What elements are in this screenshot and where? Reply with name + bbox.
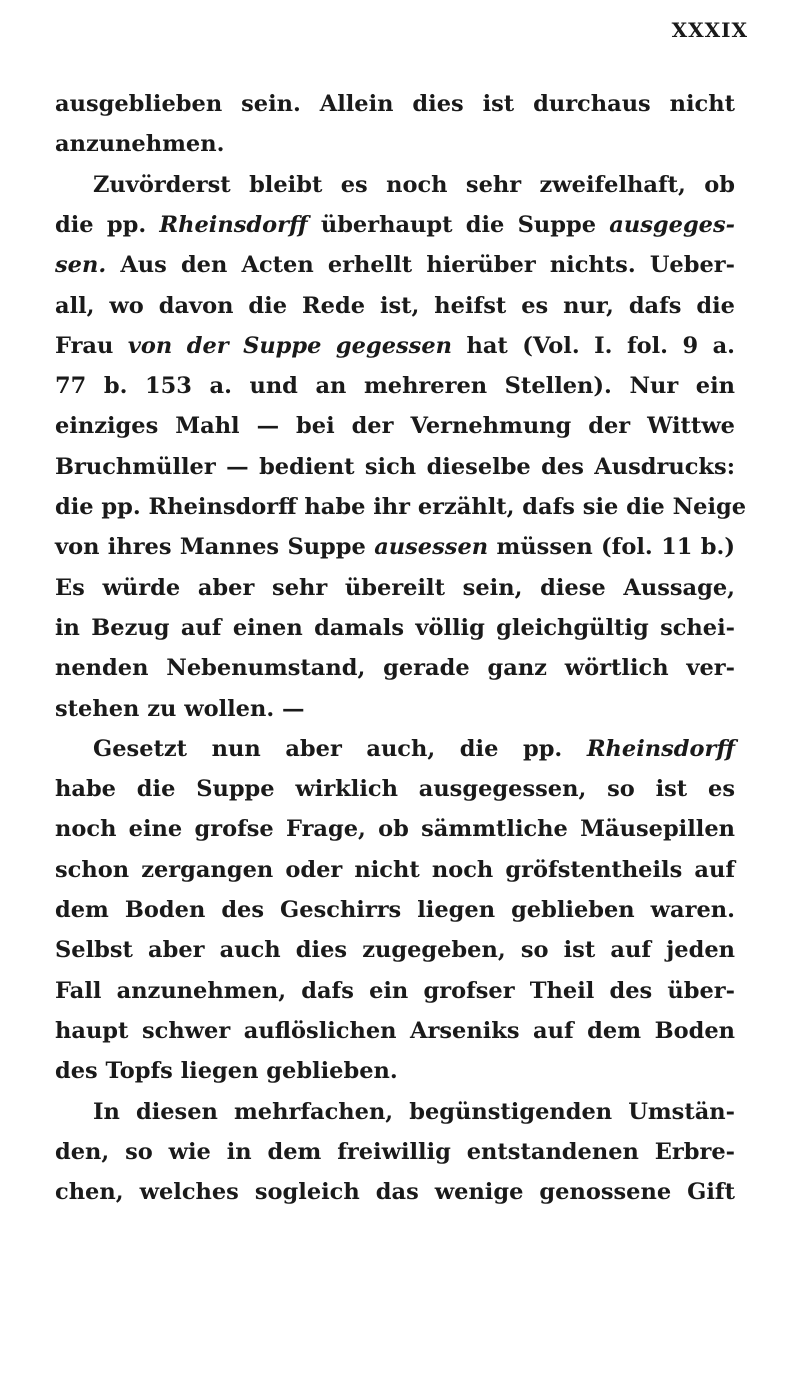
text-line xyxy=(55,326,735,366)
text-line xyxy=(55,366,735,406)
text-segment: schon zergangen oder nicht noch gröfstentheils auf xyxy=(55,856,735,883)
text-line xyxy=(55,84,735,124)
text-segment: von ihres Mannes Suppe xyxy=(55,534,375,561)
text-line xyxy=(55,286,735,326)
text-segment: Fall anzunehmen, dafs ein grofser Theil des über- xyxy=(55,977,735,1004)
text-line xyxy=(55,245,735,285)
text-line xyxy=(55,608,735,648)
text-line xyxy=(55,689,735,729)
text-segment: Es würde aber sehr übereilt sein, diese Aussage, xyxy=(55,574,735,601)
italic-text: von der Suppe gegessen xyxy=(127,332,453,359)
text-line xyxy=(55,890,735,930)
text-segment: einziges Mahl — bei der Vernehmung der Wittwe xyxy=(55,413,735,440)
text-segment: Bruchmüller — bedient sich dieselbe des Ausdrucks: xyxy=(55,453,735,480)
text-segment: noch eine grofse Frage, ob sämmtliche Mäusepillen xyxy=(55,816,735,843)
text-line xyxy=(55,809,735,849)
text-line xyxy=(55,487,747,527)
text-line xyxy=(55,1011,735,1051)
italic-text: ausgeges- xyxy=(609,211,736,238)
text-line xyxy=(55,930,735,970)
text-segment: nenden Nebenumstand, gerade ganz wörtlich ver- xyxy=(55,655,735,682)
text-line xyxy=(55,1172,735,1212)
text-line xyxy=(55,1051,735,1091)
text-segment: ausgeblieben sein. Allein dies ist durchaus nicht xyxy=(55,91,735,117)
text-line xyxy=(55,568,735,608)
text-segment: überhaupt die Suppe xyxy=(307,211,610,238)
text-segment: stehen zu wollen. — xyxy=(55,695,305,722)
italic-text: ausessen xyxy=(374,534,489,561)
text-line xyxy=(55,527,735,567)
text-segment: In diesen mehrfachen, begünstigenden Umstän- xyxy=(93,1098,735,1125)
text-segment: die pp. xyxy=(55,211,160,238)
text-segment: hat (Vol. I. fol. 9 a. xyxy=(452,332,735,359)
text-line xyxy=(55,648,735,688)
text-segment: in Bezug auf einen damals völlig gleichgültig schei- xyxy=(55,614,735,641)
text-segment: Gesetzt nun aber auch, die pp. xyxy=(93,735,587,762)
text-line xyxy=(55,769,735,809)
text-segment: chen, welches sogleich das wenige genossene Gift xyxy=(55,1179,735,1206)
text-segment: Aus den Acten erhellt hierüber nichts. Ueber- xyxy=(106,252,735,279)
text-line xyxy=(55,1132,735,1172)
text-segment: Selbst aber auch dies zugegeben, so ist auf jeden xyxy=(55,937,735,964)
text-line xyxy=(93,165,735,205)
italic-text: sen. xyxy=(55,252,107,279)
text-segment: all, wo davon die Rede ist, heifst es nur, dafs die xyxy=(55,292,735,319)
text-line xyxy=(55,850,735,890)
text-line xyxy=(93,1092,735,1132)
text-segment: Frau xyxy=(55,332,128,359)
text-line xyxy=(55,971,735,1011)
text-segment: 77 b. 153 a. und an mehreren Stellen). Nur ein xyxy=(55,373,735,400)
text-line xyxy=(93,729,735,769)
page-number: XXXIX xyxy=(671,18,748,42)
italic-text: Rheinsdorff xyxy=(159,211,308,238)
text-segment: müssen (fol. 11 b.) xyxy=(488,534,735,561)
text-line xyxy=(55,205,735,245)
text-line xyxy=(55,447,735,487)
italic-text: Rheinsdorff xyxy=(586,735,735,762)
text-segment: dem Boden des Geschirrs liegen geblieben waren. xyxy=(55,897,735,923)
text-segment: des Topfs liegen geblieben. xyxy=(55,1058,398,1085)
text-segment: anzunehmen. xyxy=(55,131,225,158)
text-line xyxy=(55,124,735,164)
text-line xyxy=(55,406,735,446)
text-segment: den, so wie in dem freiwillig entstandenen Erbre- xyxy=(55,1138,735,1165)
text-segment: habe die Suppe wirklich ausgegessen, so ist es xyxy=(55,776,735,803)
text-segment: die pp. Rheinsdorff habe ihr erzählt, dafs sie die Neige xyxy=(55,494,747,520)
text-segment: Zuvörderst bleibt es noch sehr zweifelhaft, ob xyxy=(93,171,735,198)
text-segment: haupt schwer auflöslichen Arseniks auf dem Boden xyxy=(55,1017,735,1044)
